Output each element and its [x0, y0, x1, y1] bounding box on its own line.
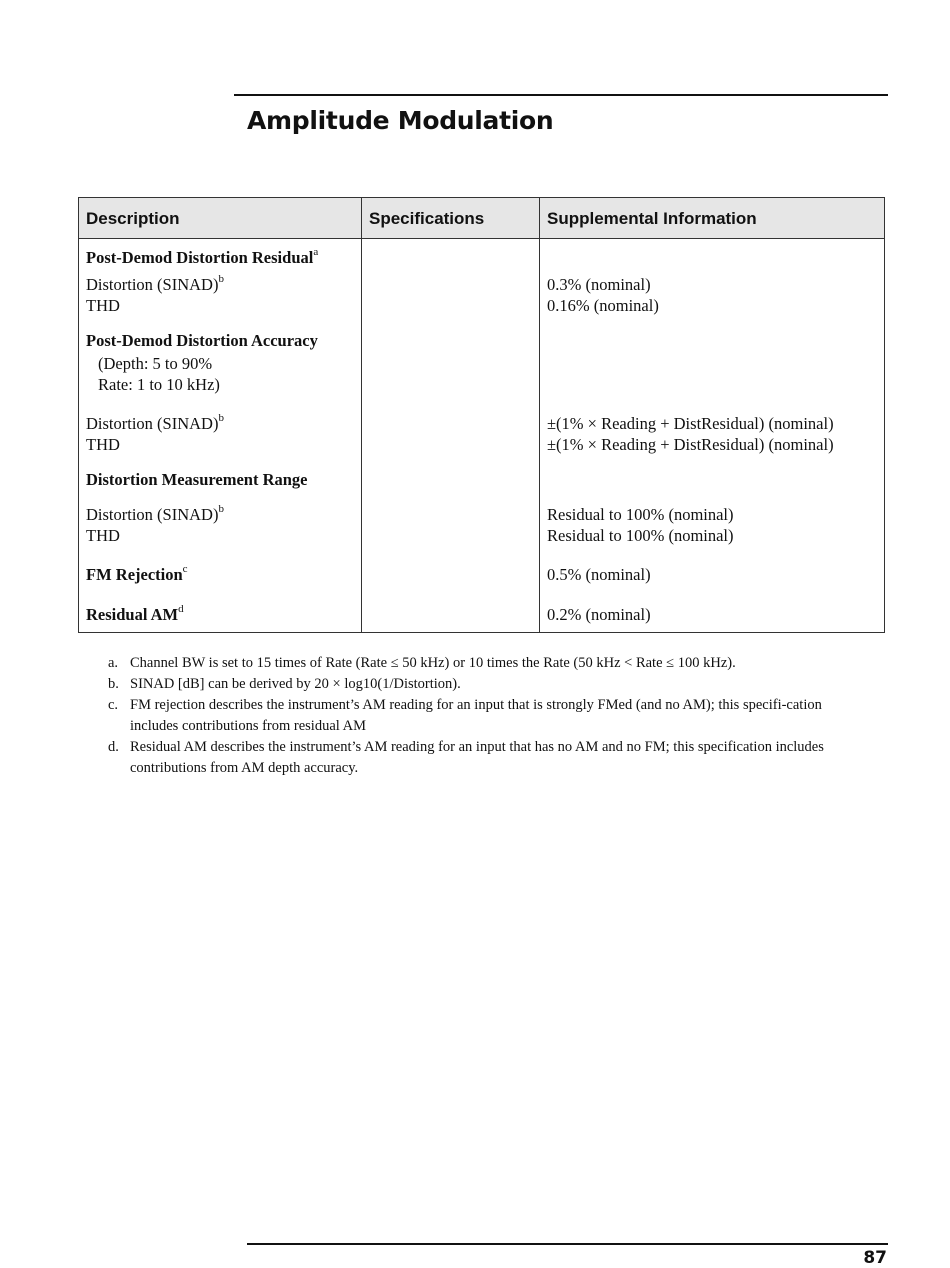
table-row: [79, 546, 885, 585]
footnote-ref: b: [218, 272, 224, 285]
footnote-letter: a.: [108, 655, 119, 671]
supplemental-cell: [540, 316, 885, 455]
supplemental-cell: [540, 546, 885, 585]
supplemental-cell: [540, 585, 885, 633]
row-heading: Residual AM: [86, 605, 179, 624]
table-row: [79, 455, 885, 546]
specifications-cell: [362, 546, 540, 585]
section-title: Amplitude Modulation: [247, 106, 554, 135]
header-rule: [234, 94, 888, 96]
footnote-ref: c: [182, 562, 188, 575]
row-heading: Post-Demod Distortion Residual: [86, 248, 314, 267]
footnote-text: Channel BW is set to 15 times of Rate (Rate ≤ 50 kHz) or 10 times the Rate (50 kHz < Rate ≤ 100 kHz).: [130, 655, 736, 671]
footnote-ref: d: [178, 602, 184, 615]
supplemental-value: 0.2% (nominal): [547, 605, 651, 624]
page-number: 87: [863, 1248, 887, 1268]
row-heading: FM Rejection: [86, 565, 183, 584]
description-cell: [79, 546, 362, 585]
row-heading: Distortion Measurement Range: [86, 470, 308, 489]
header-supplemental: Supplemental Information: [540, 198, 885, 239]
supplemental-value: 0.16% (nominal): [547, 296, 659, 315]
footnote-letter: b.: [108, 676, 119, 692]
footnote-ref: a: [313, 245, 319, 258]
row-heading: Post-Demod Distortion Accuracy: [86, 331, 318, 350]
line-label: THD: [86, 435, 120, 454]
supplemental-value: Residual to 100% (nominal): [547, 526, 734, 545]
footnote-ref: b: [218, 411, 224, 424]
condition-text: (Depth: 5 to 90%: [98, 354, 213, 373]
footnote-item: [108, 737, 868, 779]
footnote-letter: c.: [108, 697, 119, 713]
line-label: THD: [86, 296, 120, 315]
footnote-text: FM rejection describes the instrument’s AM reading for an input that is strongly FMed (and no AM); this specifi-cation includes contributions from residual AM: [130, 697, 822, 734]
footnote-item: [108, 653, 868, 674]
supplemental-value: 0.3% (nominal): [547, 275, 651, 294]
description-cell: [79, 455, 362, 546]
footnote-item: [108, 674, 868, 695]
table-header-row: [79, 198, 885, 239]
header-specifications: Specifications: [362, 198, 540, 239]
supplemental-value: 0.5% (nominal): [547, 565, 651, 584]
footnote-ref: b: [218, 502, 224, 515]
supplemental-cell: [540, 455, 885, 546]
header-description: Description: [79, 198, 362, 239]
footnote-text: Residual AM describes the instrument’s AM reading for an input that has no AM and no FM; this specification includes contributions from AM depth accuracy.: [130, 739, 824, 776]
line-label: Distortion (SINAD): [86, 275, 219, 294]
am-spec-table: [78, 197, 885, 633]
description-cell: [79, 239, 362, 317]
description-cell: [79, 316, 362, 455]
footnote-item: [108, 695, 868, 737]
specifications-cell: [362, 585, 540, 633]
specifications-cell: [362, 455, 540, 546]
specifications-cell: [362, 239, 540, 317]
table-row: [79, 316, 885, 455]
supplemental-cell: [540, 239, 885, 317]
supplemental-value: Residual to 100% (nominal): [547, 505, 734, 524]
description-cell: [79, 585, 362, 633]
line-label: Distortion (SINAD): [86, 414, 219, 433]
footer-rule: [247, 1243, 888, 1245]
footnote-text: SINAD [dB] can be derived by 20 × log10(1/Distortion).: [130, 676, 461, 692]
supplemental-value: ±(1% × Reading + DistResidual) (nominal): [547, 435, 834, 454]
footnote-letter: d.: [108, 739, 119, 755]
footnotes: [108, 653, 868, 779]
table-row: [79, 239, 885, 317]
line-label: Distortion (SINAD): [86, 505, 219, 524]
supplemental-value: ±(1% × Reading + DistResidual) (nominal): [547, 414, 834, 433]
condition-text: Rate: 1 to 10 kHz): [98, 375, 220, 394]
table-row: [79, 585, 885, 633]
line-label: THD: [86, 526, 120, 545]
specifications-cell: [362, 316, 540, 455]
